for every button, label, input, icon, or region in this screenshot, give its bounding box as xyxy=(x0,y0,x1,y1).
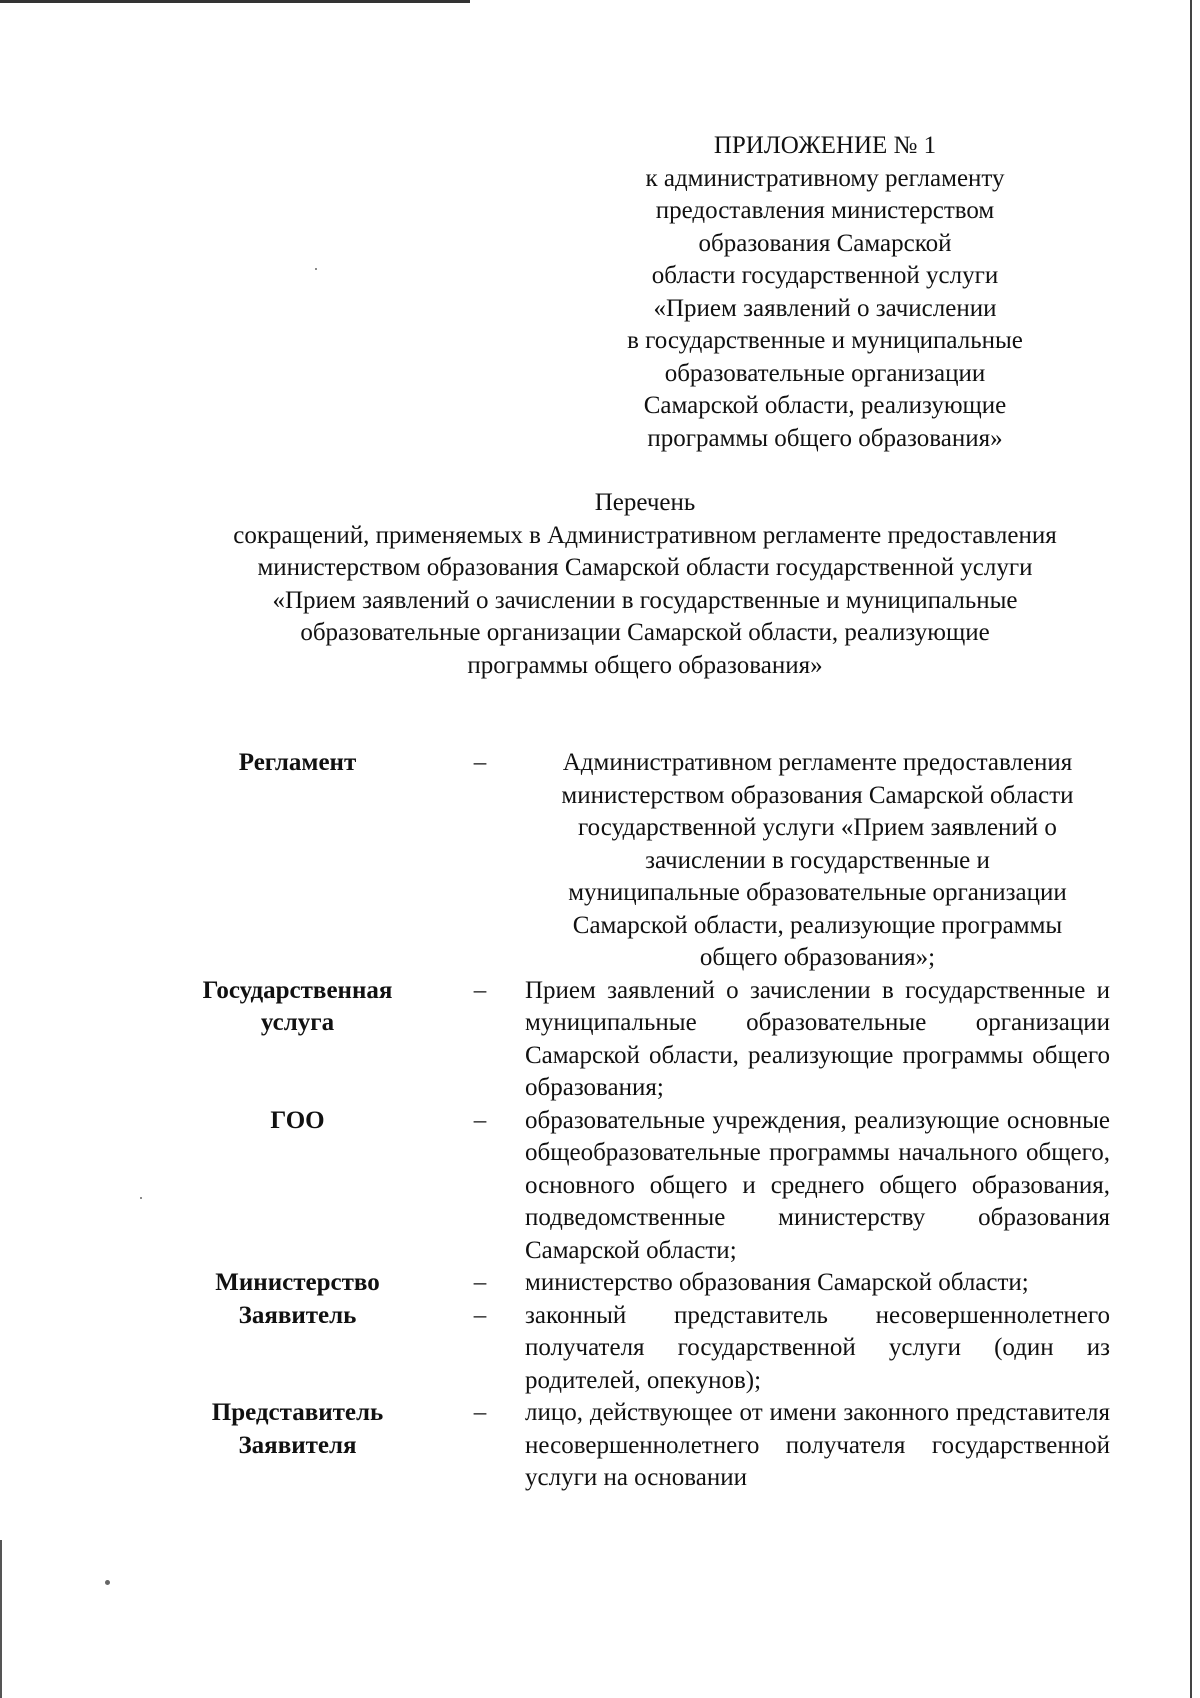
abbreviation-dash: – xyxy=(473,1399,487,1426)
abbreviation-row xyxy=(160,1300,1110,1398)
abbreviation-dash: – xyxy=(473,976,487,1004)
abbreviation-table xyxy=(160,747,1110,1495)
scan-speck xyxy=(315,268,317,270)
scan-left-edge-line xyxy=(0,1540,2,1698)
scan-speck xyxy=(105,1580,110,1585)
scan-right-edge-line xyxy=(1190,0,1192,1698)
abbreviation-term: Регламент xyxy=(238,749,357,776)
abbreviation-definition: образовательные учреждения, реализующие основные общеобразовательные программы начального общего, основного общего и среднего общего образования, подведомственные министерству образования Самарской области; xyxy=(525,1106,1110,1264)
abbreviation-term: Министерство xyxy=(215,1269,380,1296)
abbreviation-row xyxy=(160,1105,1110,1268)
abbreviation-definition: Административном регламенте предоставления министерством образования Самарской области государственной услуги «Прием заявлений о зачислении в государственные и муниципальные образовательные организации Самарской области, реализующие программы общего образования»; xyxy=(561,749,1074,971)
abbreviation-row xyxy=(160,1397,1110,1495)
abbreviation-row xyxy=(160,747,1110,975)
abbreviation-term: Государственная услуга xyxy=(202,976,393,1036)
appendix-header xyxy=(590,130,1060,455)
abbreviation-dash: – xyxy=(473,1269,487,1296)
scan-speck xyxy=(140,1197,142,1199)
abbreviation-term: Представитель Заявителя xyxy=(211,1399,384,1459)
abbreviation-list-title: Перечень xyxy=(594,489,696,516)
abbreviation-term: Заявитель xyxy=(238,1301,357,1329)
abbreviation-definition: Прием заявлений о зачислении в государственные и муниципальные образовательные организации Самарской области, реализующие программы общего образования; xyxy=(525,976,1110,1101)
abbreviation-dash: – xyxy=(473,1106,487,1134)
abbreviation-definition: законный представитель несовершеннолетнего получателя государственной услуги (один из родителей, опекунов); xyxy=(525,1301,1110,1394)
abbreviation-row xyxy=(160,1267,1110,1300)
abbreviation-row xyxy=(160,975,1110,1105)
appendix-title: ПРИЛОЖЕНИЕ № 1 xyxy=(713,132,937,159)
scan-top-edge-line xyxy=(0,0,470,3)
abbreviation-term: ГОО xyxy=(270,1106,325,1134)
abbreviation-dash: – xyxy=(473,749,487,776)
abbreviation-list-description: сокращений, применяемых в Административном регламенте предоставления министерством образования Самарской области государственной услуги «Прием заявлений о зачислении в государственные и муниципальные образовательные организации Самарской области, реализующие программы общего образования» xyxy=(233,521,1057,679)
abbreviation-definition: лицо, действующее от имени законного представителя несовершеннолетнего получателя государственной услуги на основании xyxy=(525,1399,1110,1491)
abbreviation-dash: – xyxy=(473,1301,487,1329)
appendix-subtitle: к административному регламенту предоставления министерством образования Самарской области государственной услуги «Прием заявлений о зачислении в государственные и муниципальные образовательные организации Самарской области, реализующие программы общего образования» xyxy=(627,164,1023,452)
abbreviation-definition: министерство образования Самарской области; xyxy=(525,1269,1029,1296)
abbreviation-list-heading xyxy=(160,487,1130,682)
